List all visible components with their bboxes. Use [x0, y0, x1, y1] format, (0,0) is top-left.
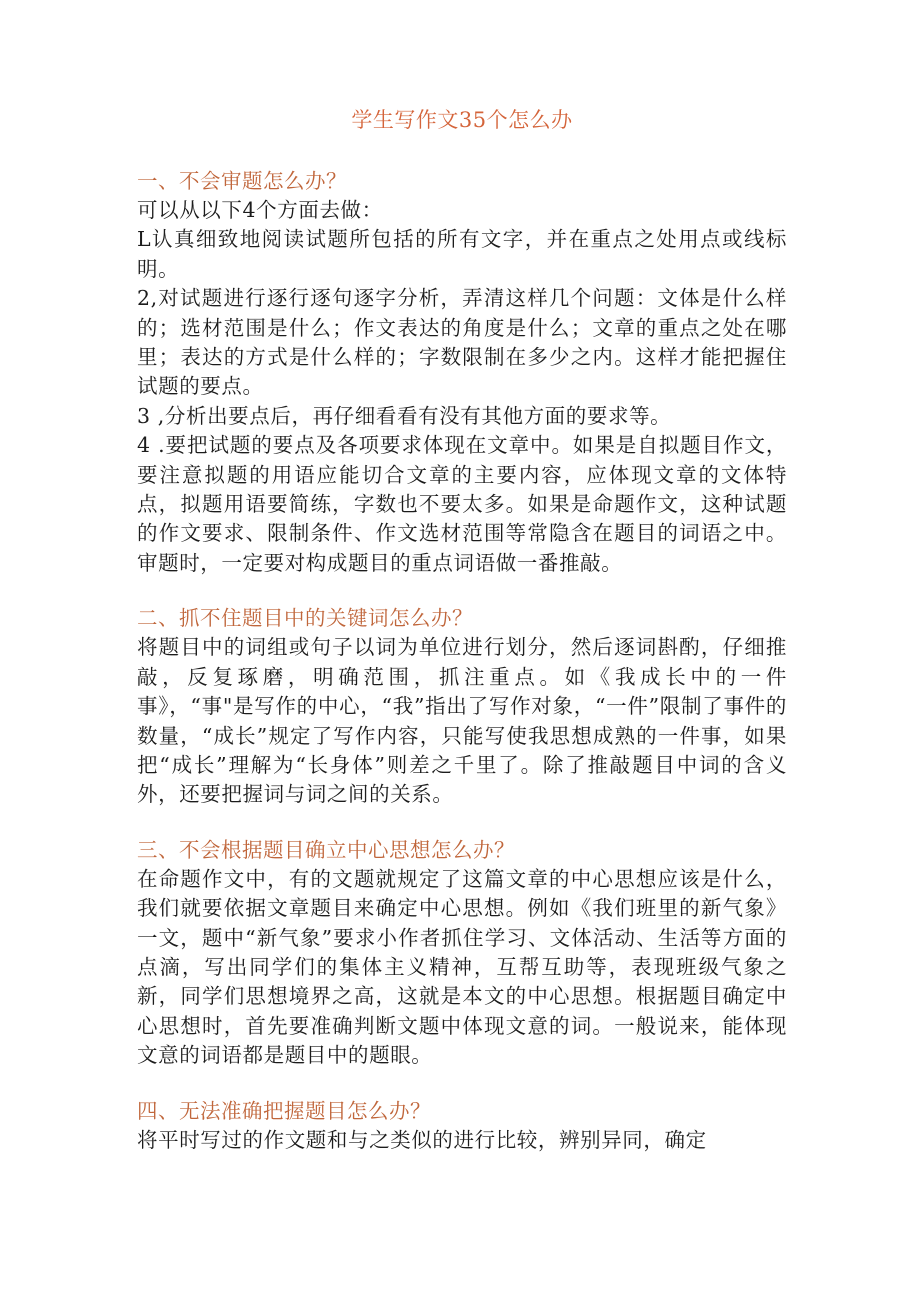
section-heading: 一、不会审题怎么办？ [137, 169, 347, 193]
section-heading: 二、抓不住题目中的关键词怎么办？ [137, 606, 473, 631]
paragraph: 将题目中的词组或句子以词为单位进行划分，然后逐词斟酌，仔细推敲，反复琢磨，明确范围，抓注重点。如《我成长中的一件事》，“事"是写作的中心，“我”指出了写作对象，“一件”限制了事件的数量，“成长”规定了写作内容，只能写使我思想成熟的一件事，如果把“成长”理解为“长身体”则差之千里了。除了推敲题目中词的含义外，还要把握词与词之间的关系。 [137, 635, 787, 807]
section-heading: 四、无法准确把握题目怎么办？ [137, 1098, 431, 1123]
paragraph: 2,对试题进行逐行逐句逐字分析，弄清这样几个问题：文体是什么样的；选材范围是什么；作文表达的角度是什么；文章的重点之处在哪里；表达的方式是什么样的；字数限制在多少之内。这样才能把握住试题的要点。 [137, 286, 787, 399]
paragraph: 4 .要把试题的要点及各项要求体现在文章中。如果是自拟题目作文，要注意拟题的用语应能切合文章的主要内容，应体现文章的文体特点，拟题用语要简练，字数也不要太多。如果是命题作文，这种试题的作文要求、限制条件、作文选材范围等常隐含在题目的词语之中。审题时，一定要对构成题目的重点词语做一番推敲。 [137, 433, 787, 575]
document-title: 学生写作文35个怎么办 [351, 108, 573, 132]
paragraph: 在命题作文中，有的文题就规定了这篇文章的中心思想应该是什么，我们就要依据文章题目来确定中心思想。例如《我们班里的新气象》一文，题中“新气象”要求小作者抓住学习、文体活动、生活等方面的点滴，写出同学们的集体主义精神，互帮互助等，表现班级气象之新，同学们思想境界之高，这就是本文的中心思想。根据题目确定中心思想时，首先要准确判断文题中体现文意的词。一般说来，能体现文意的词语都是题目中的题眼。 [137, 866, 787, 1068]
document-page [137, 105, 787, 1181]
paragraph: 3 ,分析出要点后，再仔细看看有没有其他方面的要求等。 [137, 403, 672, 428]
section-4 [137, 1097, 787, 1155]
paragraph: 将平时写过的作文题和与之类似的进行比较，辨别异同，确定 [137, 1127, 707, 1152]
paragraph: L认真细致地阅读试题所包括的所有文字，并在重点之处用点或线标明。 [137, 227, 787, 281]
section-heading: 三、不会根据题目确立中心思想怎么办？ [137, 837, 515, 862]
section-2 [137, 604, 787, 809]
section-3 [137, 836, 787, 1071]
paragraph: 可以从以下4个方面去做： [137, 198, 383, 222]
section-1 [137, 167, 787, 578]
